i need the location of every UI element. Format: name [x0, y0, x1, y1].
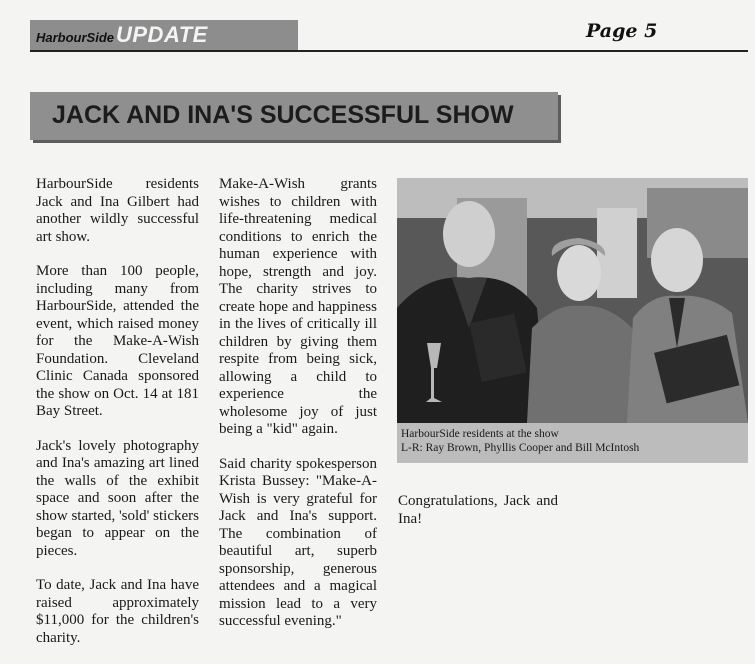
headline-box [30, 92, 558, 140]
paragraph-charity: Make-A-Wish grants wishes to children with life-threatening medical conditions to enrich the human experience with hope, strength and joy. The charity strives to create hope and happiness in the lives of critically ill children by giving them respite from being sick, allowing a child to experience the wholesome joy of just being a "kid" again. [219, 176, 377, 437]
paragraph-raised: To date, Jack and Ina have raised approximately $11,000 for the children's charity. [36, 577, 199, 646]
paragraph-event: More than 100 people, including many from HarbourSide, attended the event, which raised money for the Make-A-Wish Foundation. Cleveland Clinic Canada sponsored the show on Oct. 14 at 181 Bay Street. [36, 263, 199, 419]
brand-name: HarbourSide [36, 30, 115, 45]
photo-caption [397, 423, 748, 463]
caption-line-1: HarbourSide residents at the show [401, 428, 559, 440]
paragraph-quote: Said charity spokesperson Krista Bussey: "Make-A-Wish is very grateful for Jack and Ina's support. The combination of beautiful art, superb sponsorship, generous attendees and a magical mission lead to a very successful evening." [219, 455, 377, 629]
article-column-2 [219, 176, 377, 648]
masthead-banner [30, 20, 298, 50]
article-column-3 [398, 493, 558, 545]
photo-illustration [397, 178, 748, 423]
caption-line-2: L-R: Ray Brown, Phyllis Cooper and Bill McIntosh [401, 442, 640, 454]
article-headline: JACK AND INA'S SUCCESSFUL SHOW [52, 101, 514, 129]
page-number: Page 5 [586, 20, 658, 42]
article-column-1 [36, 176, 199, 664]
paragraph-art: Jack's lovely photography and Ina's amazing art lined the walls of the exhibit space and soon after the show started, 'sold' stickers began to appear on the pieces. [36, 437, 199, 559]
header-rule [30, 50, 748, 52]
paragraph-intro: HarbourSide residents Jack and Ina Gilbert had another wildly successful art show. [36, 176, 199, 245]
section-title: UPDATE [116, 22, 208, 47]
event-photo [397, 178, 748, 423]
paragraph-congrats: Congratulations, Jack and Ina! [398, 493, 558, 527]
